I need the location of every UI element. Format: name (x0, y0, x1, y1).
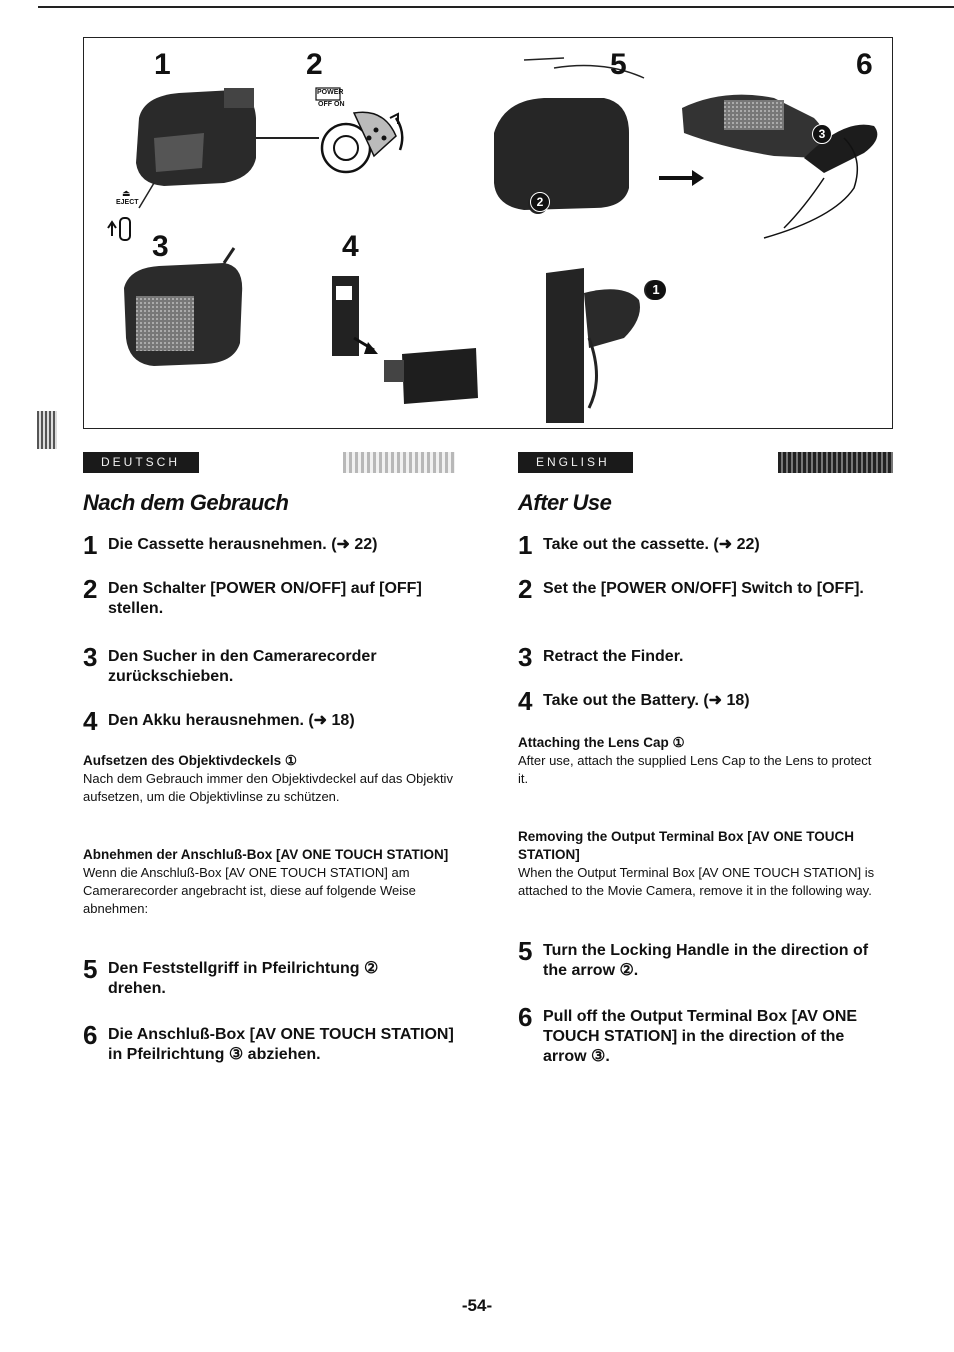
de-box-body: Wenn die Anschluß-Box [AV ONE TOUCH STATION] am Camerarecorder angebracht ist, diese auf folgende Weise abnehmen: (83, 865, 416, 916)
heading-deutsch: Nach dem Gebrauch (83, 490, 289, 515)
en-lens-cap-note (518, 734, 883, 788)
figure-step-2: 2 (306, 48, 323, 81)
figure-step-4: 4 (342, 230, 359, 263)
de-step-3-text: Den Sucher in den Camerarecorder zurückschieben. (108, 648, 377, 685)
de-step-6-text: Die Anschluß-Box [AV ONE TOUCH STATION] in Pfeilrichtung ③ abziehen. (108, 1026, 454, 1063)
figure-step-1: 1 (154, 48, 171, 81)
de-step-3-number: 3 (83, 642, 98, 672)
camera-step6-drawing (682, 95, 877, 238)
de-step-2-number: 2 (83, 574, 98, 604)
en-lens-cap-body: After use, attach the supplied Lens Cap to the Lens to protect it. (518, 753, 872, 786)
lang-bar-english: ENGLISH (518, 452, 633, 473)
power-label: POWER (317, 89, 344, 96)
de-step-2-text: Den Schalter [POWER ON/OFF] auf [OFF] stellen. (108, 580, 422, 617)
de-step-5-text: Den Feststellgriff in Pfeilrichtung ② drehen. (108, 960, 379, 997)
en-box-note (518, 828, 888, 900)
en-step-1-text: Take out the cassette. (➜ 22) (543, 536, 760, 553)
eject-switch-drawing (108, 188, 131, 240)
de-step-5-number: 5 (83, 954, 98, 984)
callout-3: 3 (812, 124, 832, 144)
en-step-2-text: Set the [POWER ON/OFF] Switch to [OFF]. (543, 580, 864, 597)
en-step-2-number: 2 (518, 574, 533, 604)
de-step-1 (83, 532, 453, 558)
illustration-panel (83, 37, 893, 429)
en-step-2 (518, 576, 868, 602)
de-step-4-text: Den Akku herausnehmen. (➜ 18) (108, 712, 355, 729)
de-step-4-number: 4 (83, 706, 98, 736)
battery-removal-drawing (332, 276, 478, 404)
en-step-5-text: Turn the Locking Handle in the direction of the arrow ②. (543, 942, 869, 979)
camera-step3-drawing (124, 248, 242, 366)
de-step-4 (83, 708, 453, 734)
en-step-6-number: 6 (518, 1002, 533, 1032)
de-box-title: Abnehmen der Anschluß-Box [AV ONE TOUCH STATION] (83, 847, 449, 862)
en-step-5-number: 5 (518, 936, 533, 966)
en-step-6-text: Pull off the Output Terminal Box [AV ONE TOUCH STATION] in the direction of the arrow ③. (543, 1008, 858, 1065)
en-step-4-text: Take out the Battery. (➜ 18) (543, 692, 750, 709)
top-rule (38, 6, 954, 8)
en-step-4 (518, 688, 888, 714)
de-step-6-number: 6 (83, 1020, 98, 1050)
figure-step-5: 5 (610, 48, 627, 81)
figure-step-3: 3 (152, 230, 169, 263)
de-step-1-text: Die Cassette herausnehmen. (➜ 22) (108, 536, 378, 553)
en-step-6 (518, 1004, 888, 1067)
eject-label: EJECT (116, 199, 139, 206)
en-step-3 (518, 644, 888, 670)
en-step-5 (518, 938, 888, 981)
heading-english: After Use (518, 490, 612, 515)
de-step-5 (83, 956, 428, 999)
de-lens-cap-note (83, 752, 453, 806)
callout-2: 2 (530, 192, 550, 212)
off-label: OFF (318, 101, 332, 108)
en-step-3-text: Retract the Finder. (543, 648, 684, 665)
camera-step1-drawing (136, 88, 319, 208)
direction-arrow-drawing (659, 170, 704, 186)
de-lens-cap-body: Nach dem Gebrauch immer den Objektivdeckel auf das Objektiv aufsetzen, um die Objektivlinse zu schützen. (83, 771, 453, 804)
callout-1: 1 (646, 280, 666, 300)
lang-bar-decor-right (778, 452, 893, 473)
lang-bar-decor-left (343, 452, 455, 473)
de-box-note (83, 846, 458, 918)
lang-bar-deutsch: DEUTSCH (83, 452, 199, 473)
figure-step-6: 6 (856, 48, 873, 81)
de-step-1-number: 1 (83, 530, 98, 560)
en-step-4-number: 4 (518, 686, 533, 716)
svg-text:⏏: ⏏ (122, 188, 131, 198)
en-step-1 (518, 532, 888, 558)
en-step-3-number: 3 (518, 642, 533, 672)
page-number: -54- (461, 1296, 493, 1315)
en-lens-cap-title: Attaching the Lens Cap ① (518, 735, 685, 750)
de-step-6 (83, 1022, 458, 1065)
en-box-body: When the Output Terminal Box [AV ONE TOUCH STATION] is attached to the Movie Camera, remove it in the following way. (518, 865, 875, 898)
en-box-title: Removing the Output Terminal Box [AV ONE TOUCH STATION] (518, 829, 855, 862)
camcorder-illustration (84, 38, 894, 430)
on-label: ON (334, 101, 345, 108)
de-lens-cap-title: Aufsetzen des Objektivdeckels ① (83, 753, 297, 768)
side-thumb-mark (37, 411, 57, 449)
de-step-2 (83, 576, 423, 619)
en-step-1-number: 1 (518, 530, 533, 560)
de-step-3 (83, 644, 433, 687)
